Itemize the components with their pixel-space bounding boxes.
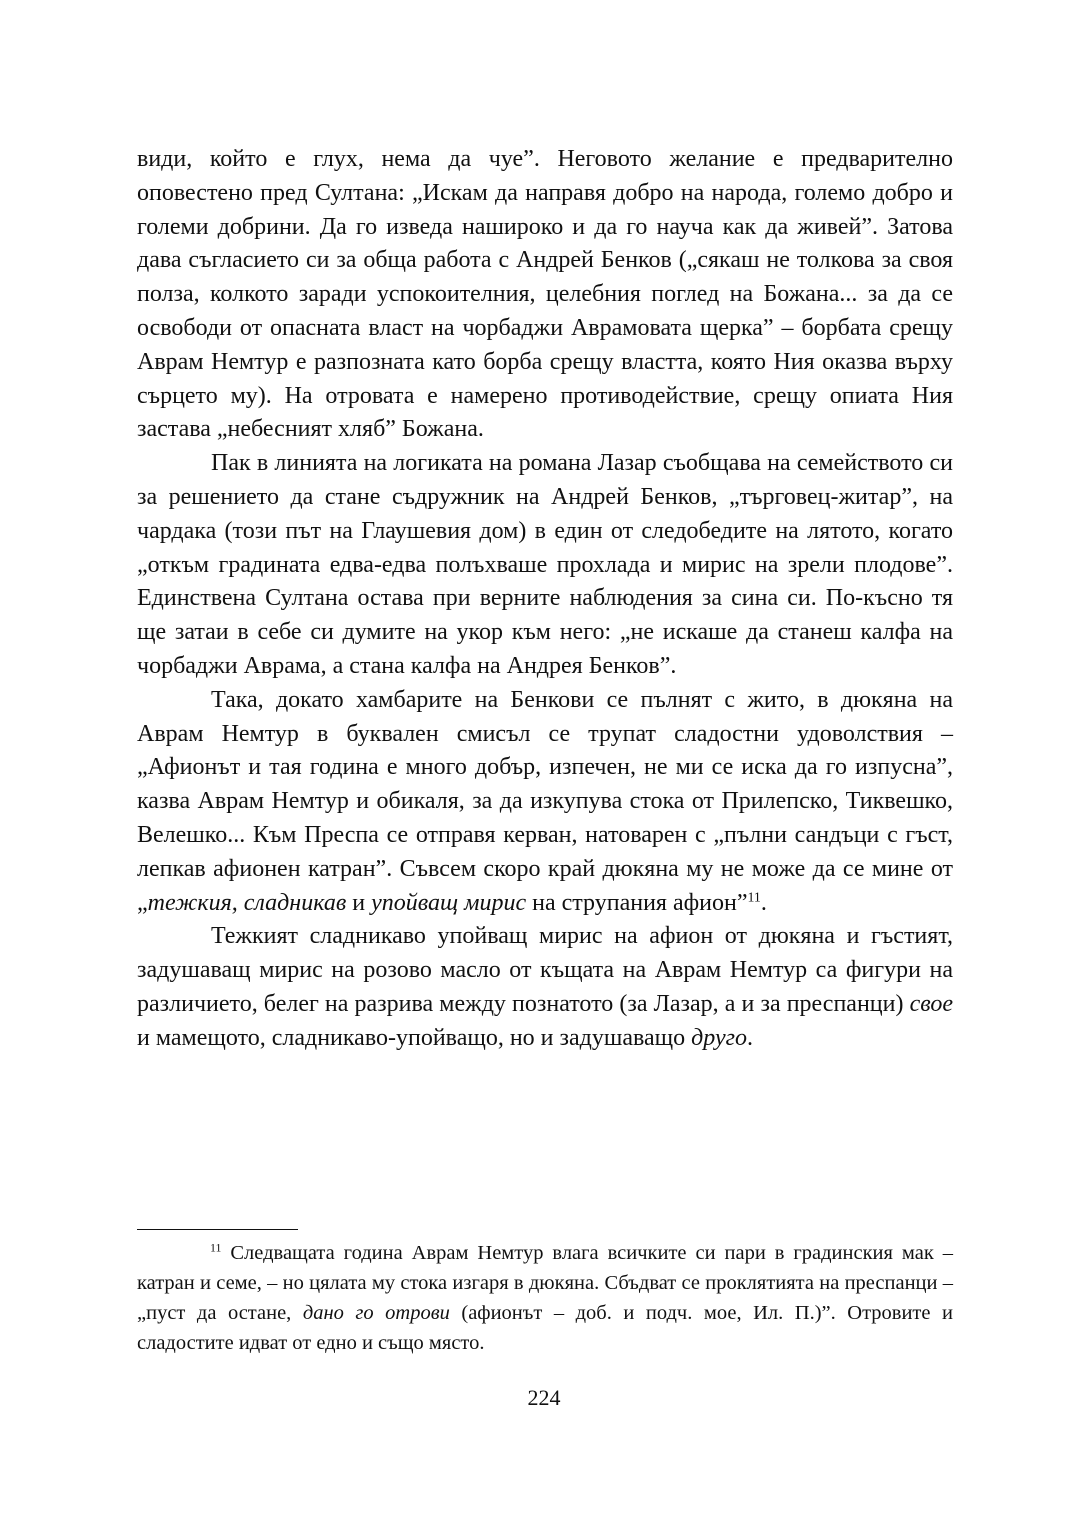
paragraph [137, 143, 953, 447]
paragraph-text: Тежкият сладникаво упойващ мирис на афион от дюкяна и гъстият, задушаващ мирис на розово масло от къщата на Аврам Немтур са фигури на различието, белег на разрива между познатото (за Лазар, а и за преспанци) [137, 923, 953, 1017]
italic-emphasis: друго [691, 1024, 747, 1051]
paragraph-text: Пак в линията на логиката на романа Лазар съобщава на семейството си за решението да стане съдружник на Андрей Бенков, „търговец-житар”, на чардака (този път на Глаушевия дом) в един от следобедите на лятото, когато „откъм градината едва-едва полъхваше прохлада и мирис на зрели плодове”. Единствена Султана остава при верните наблюдения за сина си. По-късно тя ще затаи в себе си думите на укор към него: „не искаше да станеш калфа на чорбаджи Аврама, а стана калфа на Андрея Бенков”. [137, 450, 953, 679]
paragraph [137, 447, 953, 684]
footnote-number: 11 [210, 1240, 222, 1255]
footnote-text: Следващата година Аврам Немтур влага всичките си пари в градинския мак – катран и семе, – но цялата му стока изгаря в дюкяна. Сбъдват се проклятията на преспанци – „пуст да остане, [137, 1242, 953, 1324]
paragraph-text: на струпания афион” [526, 889, 748, 916]
paragraph-text: . [746, 1024, 753, 1051]
paragraph-text: и [346, 889, 372, 916]
italic-emphasis: упойващ мирис [371, 889, 527, 916]
italic-emphasis: свое [909, 990, 953, 1017]
paragraph-text: Така, докато хамбарите на Бенкови се пълнят с жито, в дюкяна на Аврам Немтур в буквален смисъл се трупат сладостни удоволствия – „Афионът и тая година е много добър, изпечен, не ми се иска да го изпусна”, казва Аврам Немтур и обикаля, за да изкупува стока от Прилепско, Тиквешко, Велешко... Към Преспа се отправя керван, натоварен с „пълни сандъци с гъст, лепкав афионен катран”. Съвсем скоро край дюкяна му не може да се мине от „ [137, 686, 953, 916]
paragraph-text: и мамещото, сладникаво-упойващо, но и задушаващо [137, 1024, 692, 1051]
paragraph [137, 684, 953, 921]
footnote-text: (афионът – доб. и подч. мое, Ил. П.)”. Отровите и сладостите идват от едно и също място. [137, 1302, 953, 1354]
footnote [137, 1238, 953, 1358]
paragraph-text: . [760, 889, 767, 916]
italic-emphasis: дано го отрови [302, 1302, 450, 1324]
paragraph-text: види, който е глух, нема да чуе”. Неговото желание е предварително оповестено пред Султана: „Искам да направя добро на народа, големо добро и големи добрини. Да го изведа нашироко и да го науча как да живей”. Затова дава съгласието си за обща работа с Андрей Бенков („сякаш не толкова за своя полза, колкото заради успокоителния, целебния поглед на Божана... за да се освободи от опасната власт на чорбаджи Аврамовата щерка” – борбата срещу Аврам Немтур е разпозната като борба срещу властта, която Ния оказва върху сърцето му). На отровата е намерено противодействие, срещу опиата Ния застава „небесният хляб” Божана. [137, 146, 953, 443]
italic-emphasis: тежкия, сладникав [147, 889, 347, 916]
page-number: 224 [527, 1385, 561, 1410]
footnote-separator [137, 1229, 298, 1230]
footnote-reference: 11 [747, 889, 761, 905]
paragraph [137, 920, 953, 1055]
main-text [137, 143, 953, 1056]
